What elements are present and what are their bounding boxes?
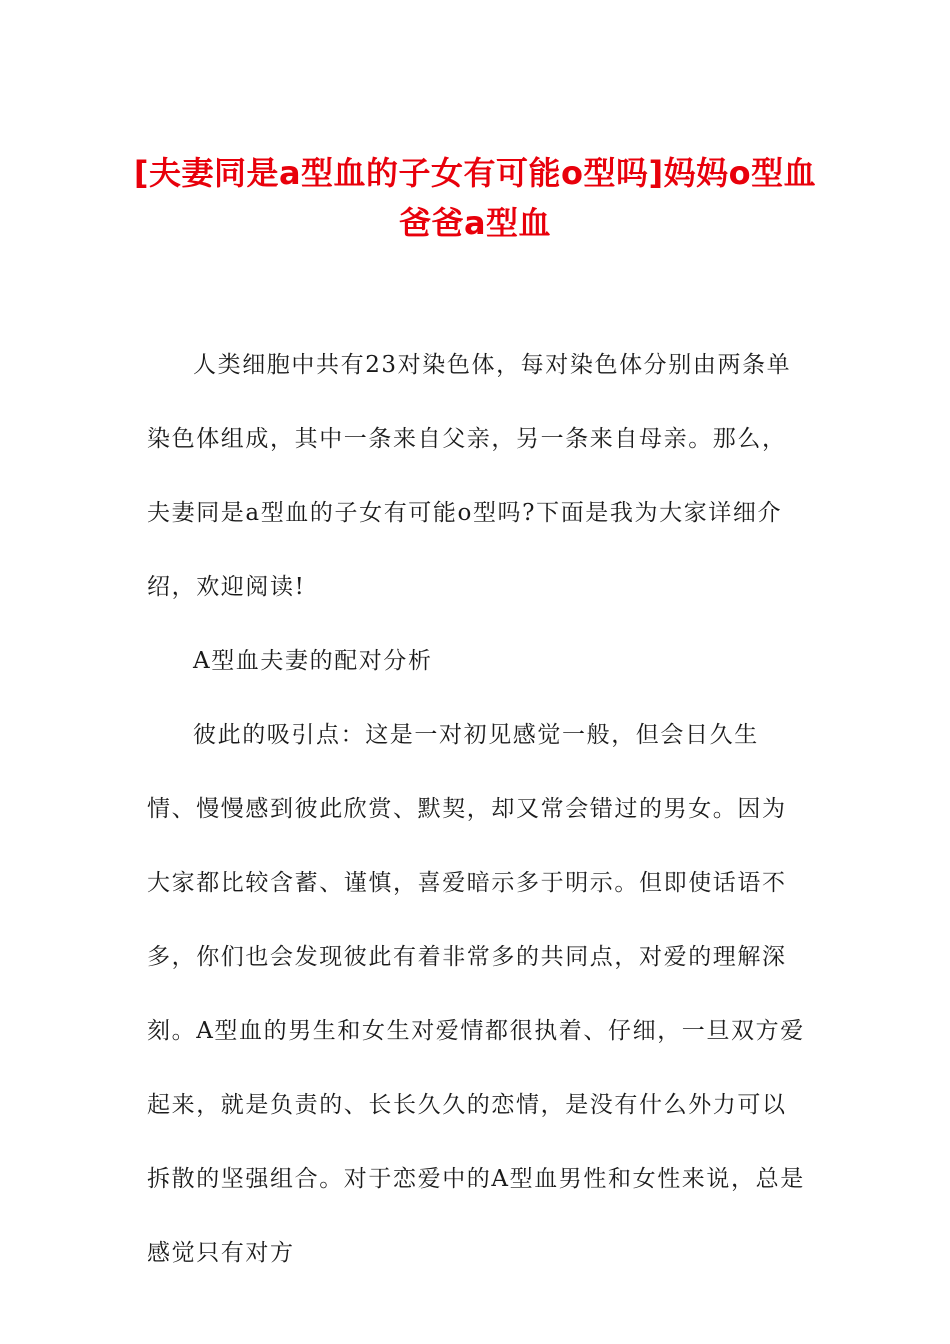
analysis-paragraph: 彼此的吸引点：这是一对初见感觉一般，但会日久生情、慢慢感到彼此欣赏、默契，却又常会错过的男女。因为大家都比较含蓄、谨慎，喜爱暗示多于明示。但即使话语不多，你们也会发现彼此有着非常多的共同点，对爱的理解深刻。A型血的男生和女生对爱情都很执着、仔细，一旦双方爱起来，就是负责的、长长久久的恋情，是没有什么外力可以拆散的坚强组合。对于恋爱中的A型血男性和女性来说，总是感觉只有对方	[147, 722, 805, 1266]
document-body	[147, 328, 807, 1290]
intro-paragraph: 人类细胞中共有23对染色体，每对染色体分别由两条单染色体组成，其中一条来自父亲，另一条来自母亲。那么，夫妻同是a型血的子女有可能o型吗?下面是我为大家详细介绍，欢迎阅读!	[147, 352, 792, 600]
section-heading: A型血夫妻的配对分析	[193, 648, 433, 674]
document-title: [夫妻同是a型血的子女有可能o型吗]妈妈o型血爸爸a型血	[133, 154, 817, 242]
